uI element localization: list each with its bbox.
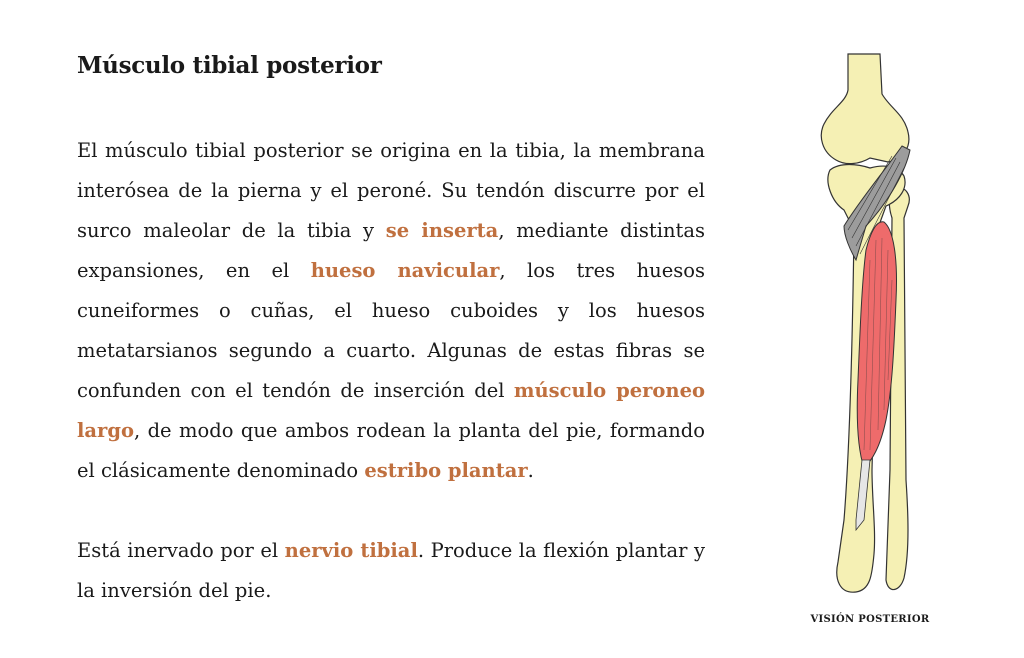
- paragraph-text: , mediante distintas expansiones, en el: [77, 219, 706, 282]
- paragraph-innervation: [77, 531, 705, 611]
- figure-caption: VISIÓN POSTERIOR: [810, 614, 930, 625]
- link-musculo-peroneo-largo[interactable]: músculo peroneo largo: [77, 379, 705, 442]
- paragraph-text: Está inervado por el: [77, 539, 285, 562]
- article-body: [77, 131, 705, 611]
- paragraph-text: . Produce la flexión plantar y la inversión del pie.: [77, 539, 705, 602]
- paragraph-text: .: [527, 459, 534, 482]
- link-se-inserta[interactable]: se inserta: [385, 219, 499, 242]
- leg-illustration: [800, 50, 940, 602]
- link-estribo-plantar[interactable]: estribo plantar: [364, 459, 528, 482]
- leg-anatomy-figure: [800, 50, 940, 602]
- paragraph-text: , de modo que ambos rodean la planta del pie, formando el clásicamente denominado: [77, 419, 705, 482]
- paragraph-origin-insertion: [77, 131, 705, 491]
- link-hueso-navicular[interactable]: hueso navicular: [310, 259, 500, 282]
- femur-bone: [821, 54, 909, 164]
- paragraph-text: El músculo tibial posterior se origina en la tibia, la membrana interósea de la pierna y el peroné. Su tendón discurre por el surco maleolar de la tibia y: [77, 139, 705, 242]
- page-title: Músculo tibial posterior: [77, 52, 382, 79]
- link-nervio-tibial[interactable]: nervio tibial: [284, 539, 418, 562]
- paragraph-text: , los tres huesos cuneiformes o cuñas, el hueso cuboides y los huesos metatarsianos segundo a cuarto. Algunas de estas fibras se confunden con el tendón de inserción del: [77, 259, 706, 402]
